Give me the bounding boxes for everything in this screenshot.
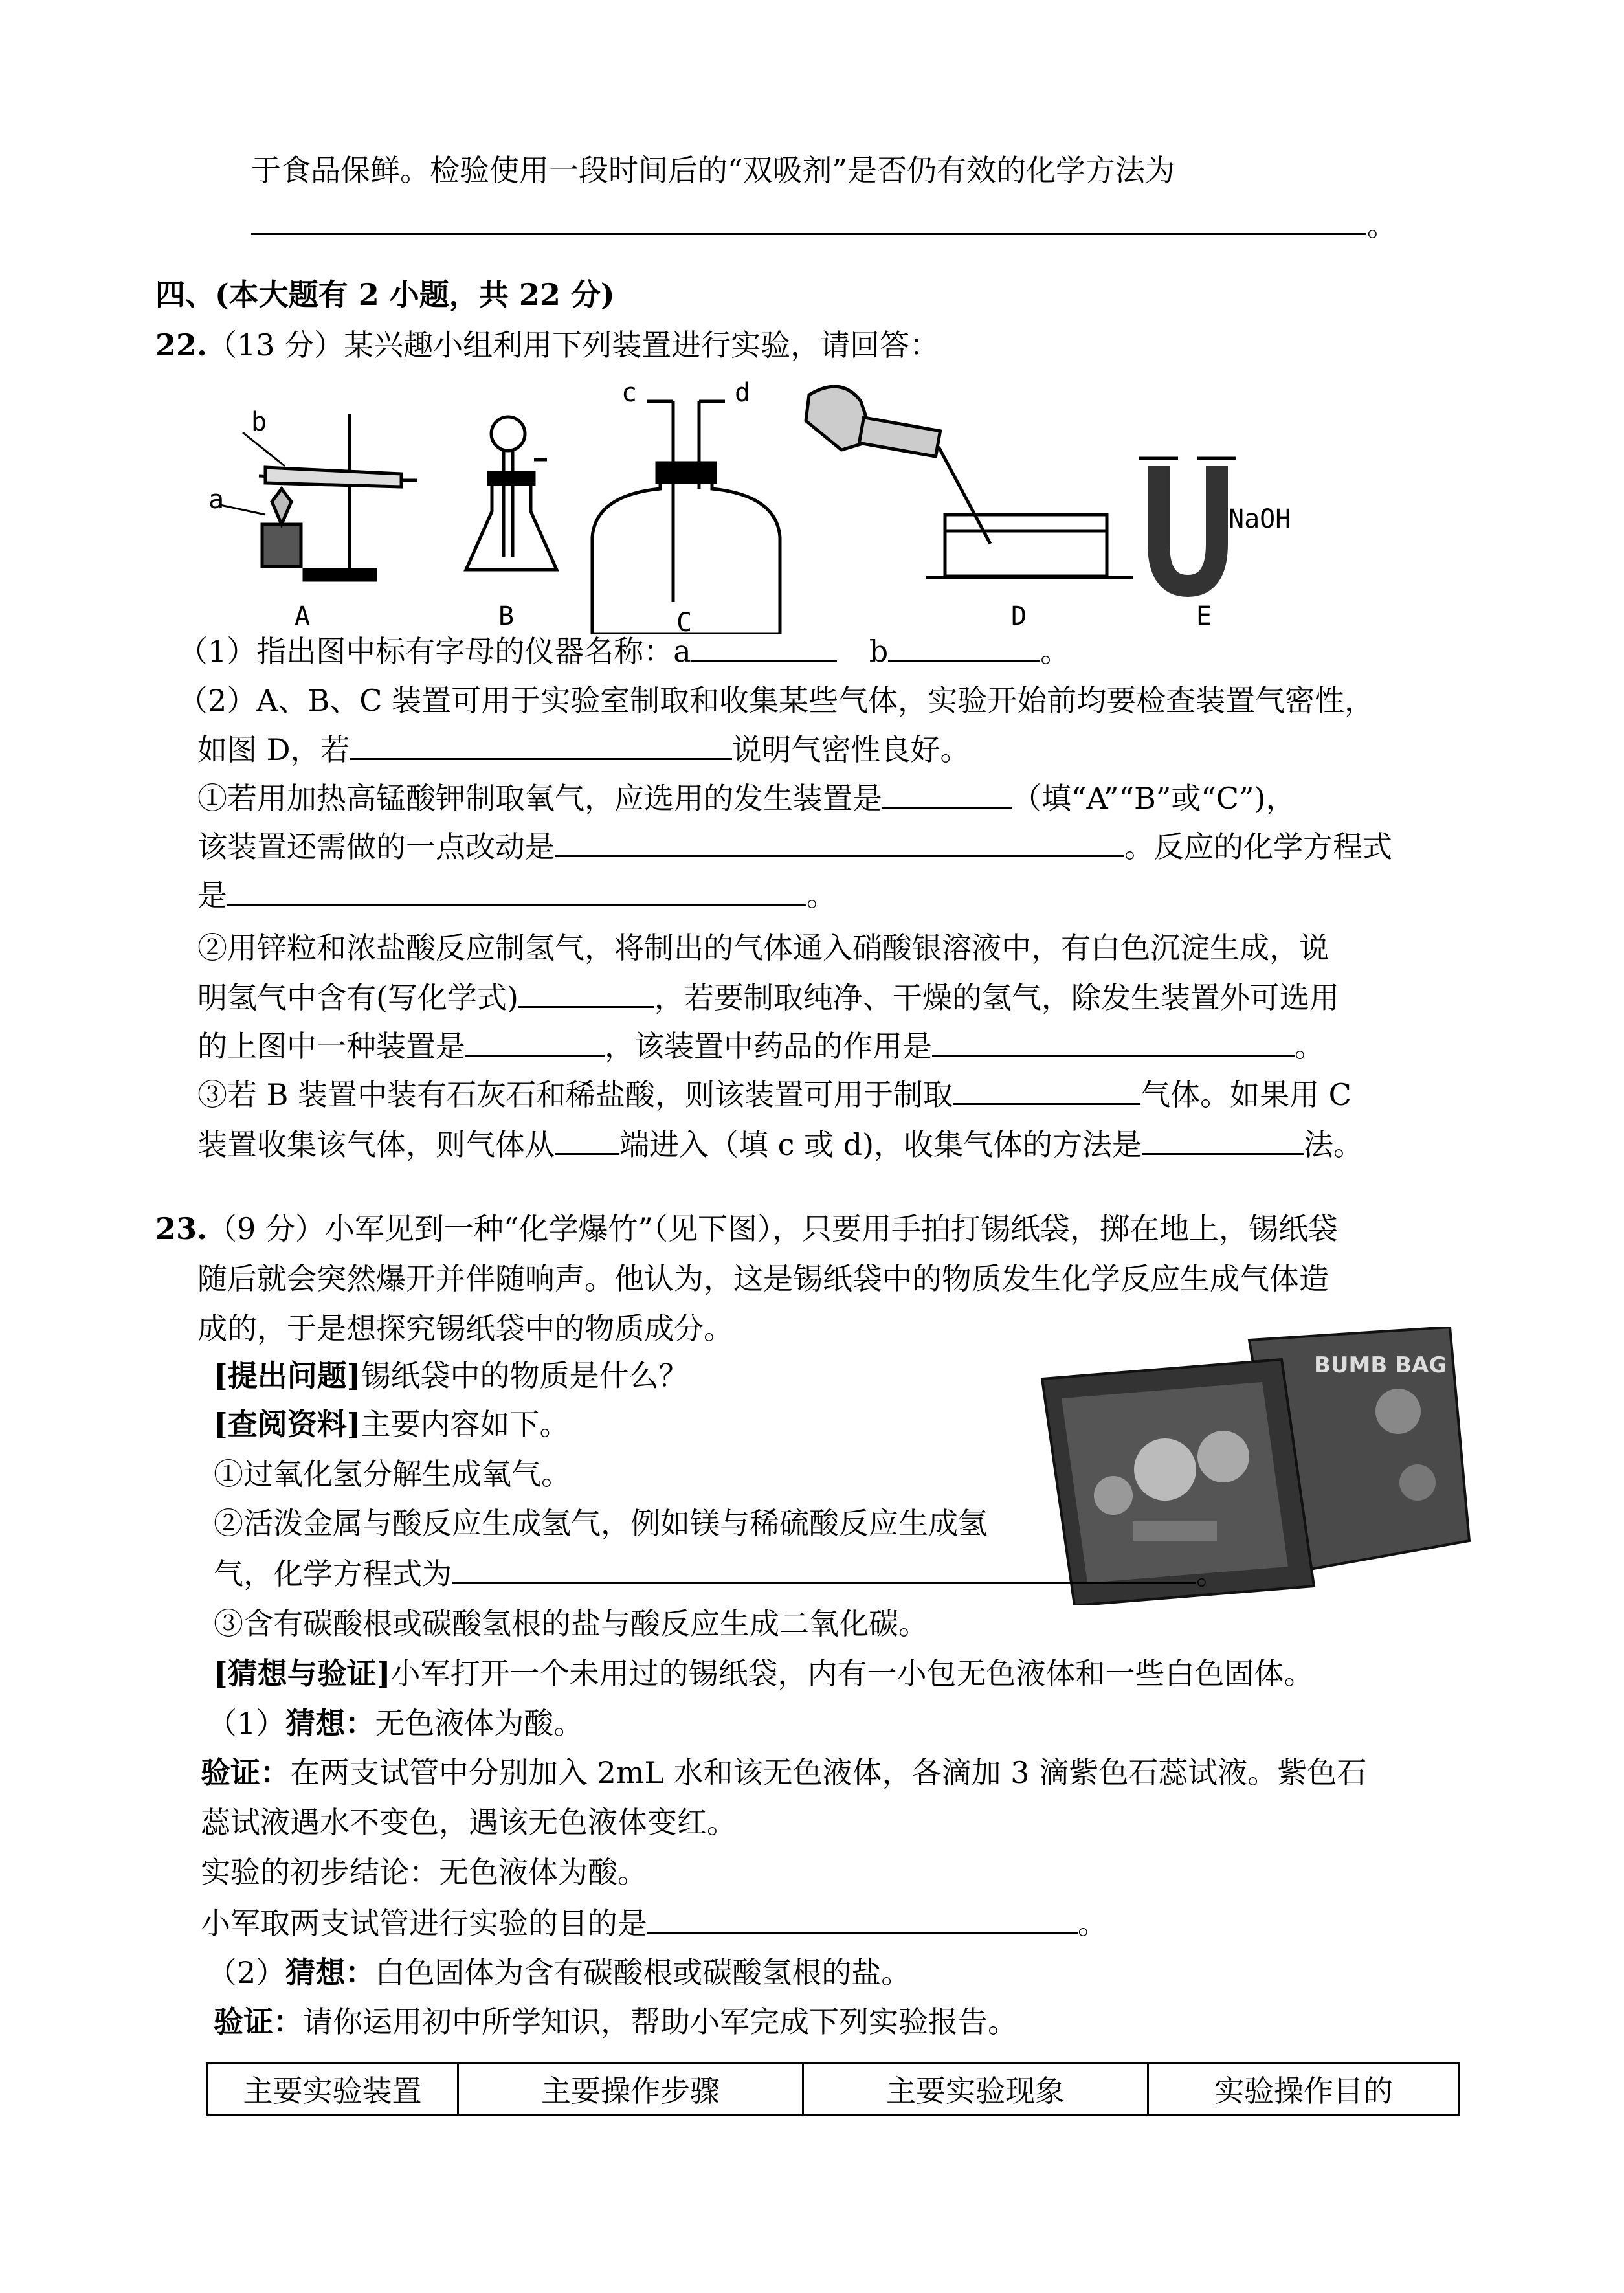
q23-info-3: ③含有碳酸根或碳酸氢根的盐与酸反应生成二氧化碳。: [214, 1606, 928, 1641]
apparatus-d-drawing: [806, 386, 1133, 577]
q22-sub-2-line-3: 的上图中一种装置是 ，该装置中药品的作用是 。: [197, 1026, 1324, 1066]
apparatus-label-b: B: [498, 601, 515, 631]
blank-inlet[interactable]: [555, 1124, 619, 1155]
table-header-cell: 实验操作目的: [1148, 2063, 1460, 2116]
answer-blank-line[interactable]: [251, 233, 1366, 235]
table-header-cell: 主要实验现象: [803, 2063, 1148, 2116]
q22-sub-1-line-1: ①若用加热高锰酸钾制取氧气，应选用的发生装置是 （填“A”“B”或“C”)，: [197, 778, 1296, 818]
label-naoh: NaOH: [1229, 504, 1291, 534]
blank-equation-h2[interactable]: [452, 1554, 1196, 1584]
q22-sub-1-line-2: 该装置还需做的一点改动是 。反应的化学方程式: [197, 827, 1392, 866]
q23-purpose: 小军取两支试管进行实验的目的是 。: [201, 1903, 1107, 1943]
q23-info-1: ①过氧化氢分解生成氧气。: [214, 1457, 571, 1492]
apparatus-figure: [194, 375, 1327, 634]
q22-sub-2-line-1: ②用锌粒和浓盐酸反应制氢气，将制出的气体通入硝酸银溶液中，有白色沉淀生成，说: [197, 930, 1329, 965]
q22-part-1: （1）指出图中标有字母的仪器名称：a b 。: [178, 631, 1070, 671]
blank-b[interactable]: [888, 631, 1040, 662]
table-header-cell: 主要操作步骤: [458, 2063, 803, 2116]
blank-gas[interactable]: [953, 1075, 1140, 1105]
intro-line-2-end: 。: [1367, 208, 1397, 243]
blank-generator[interactable]: [882, 778, 1012, 809]
q23-line-3: 成的，于是想探究锡纸袋中的物质成分。: [197, 1311, 733, 1346]
label-a: a: [208, 485, 225, 515]
label-c: c: [621, 378, 638, 408]
q23-verify-2: 验证：请你运用初中所学知识，帮助小军完成下列实验报告。: [214, 2004, 1018, 2039]
experiment-report-table: [206, 2062, 1460, 2116]
label-b: b: [251, 407, 267, 437]
apparatus-label-c: C: [676, 608, 693, 634]
q23-guess-1: （1）猜想：无色液体为酸。: [207, 1706, 584, 1741]
q22-number: 22.: [155, 328, 208, 363]
blank-a[interactable]: [691, 631, 837, 662]
q23-verify-1-line-2: 蕊试液遇水不变色，遇该无色液体变红。: [201, 1805, 737, 1840]
q23-verify-1-line-1: 验证：在两支试管中分别加入 2mL 水和该无色液体，各滴加 3 滴紫色石蕊试液。紫色石: [201, 1755, 1367, 1790]
intro-line-1: 于食品保鲜。检验使用一段时间后的“双吸剂”是否仍有效的化学方法为: [251, 153, 1175, 188]
apparatus-label-e: E: [1196, 601, 1212, 631]
apparatus-label-a: A: [295, 601, 311, 631]
q22-sub-2-line-2: 明氢气中含有(写化学式) ，若要制取纯净、干燥的氢气，除发生装置外可选用: [197, 978, 1339, 1017]
table-header-cell: 主要实验装置: [207, 2063, 458, 2116]
q23-info-2-line-1: ②活泼金属与酸反应生成氢气，例如镁与稀硫酸反应生成氢: [214, 1506, 988, 1541]
q23-line-2: 随后就会突然爆开并伴随响声。他认为，这是锡纸袋中的物质发生化学反应生成气体造: [197, 1261, 1329, 1296]
q23-conclusion: 实验的初步结论：无色液体为酸。: [201, 1855, 647, 1890]
table-header-row: [207, 2063, 1460, 2116]
apparatus-c-drawing: [592, 401, 780, 634]
bag-label: BUMB BAG: [1314, 1352, 1447, 1378]
q22-sub-1-line-3: 是 。: [197, 875, 836, 915]
blank-device[interactable]: [465, 1026, 605, 1057]
q22-stem: 22.（13 分）某兴趣小组利用下列装置进行实验，请回答：: [155, 328, 940, 363]
q23-question: [提出问题]锡纸袋中的物质是什么？: [214, 1358, 689, 1393]
q23-line-1: 23.（9 分）小军见到一种“化学爆竹”（见下图），只要用手拍打锡纸袋，掷在地上，锡纸袋: [155, 1211, 1338, 1246]
apparatus-b-drawing: [466, 417, 557, 570]
q23-guess: [猜想与验证]小军打开一个未用过的锡纸袋，内有一小包无色液体和一些白色固体。: [214, 1656, 1314, 1691]
blank-modification[interactable]: [555, 827, 1124, 857]
q22-part-2-line-2: 如图 D，若 说明气密性良好。: [197, 730, 970, 769]
q23-info: [查阅资料]主要内容如下。: [214, 1407, 570, 1442]
q22-sub-3-line-2: 装置收集该气体，则气体从 端进入（填 c 或 d)，收集气体的方法是 法。: [197, 1124, 1363, 1164]
apparatus-a-drawing: [220, 414, 417, 580]
q23-number: 23.: [155, 1211, 208, 1246]
blank-reagent-role[interactable]: [932, 1026, 1295, 1057]
apparatus-label-d: D: [1011, 601, 1027, 631]
apparatus-e-drawing: [1139, 458, 1236, 586]
label-d: d: [735, 378, 751, 408]
q22-sub-3-line-1: ③若 B 装置中装有石灰石和稀盐酸，则该装置可用于制取 气体。如果用 C: [197, 1075, 1351, 1114]
blank-impurity[interactable]: [518, 978, 654, 1008]
section-heading: 四、(本大题有 2 小题，共 22 分): [155, 277, 615, 312]
q22-part-2-line-1: （2）A、B、C 装置可用于实验室制取和收集某些气体，实验开始前均要检查装置气密性，: [178, 683, 1375, 718]
q23-info-2-line-2: 气，化学方程式为 。: [214, 1554, 1226, 1593]
blank-collect-method[interactable]: [1142, 1124, 1304, 1155]
blank-equation-o2[interactable]: [227, 875, 806, 906]
q23-guess-2: （2）猜想：白色固体为含有碳酸根或碳酸氢根的盐。: [207, 1955, 911, 1990]
blank-airtight[interactable]: [350, 730, 732, 760]
blank-purpose[interactable]: [647, 1903, 1078, 1934]
